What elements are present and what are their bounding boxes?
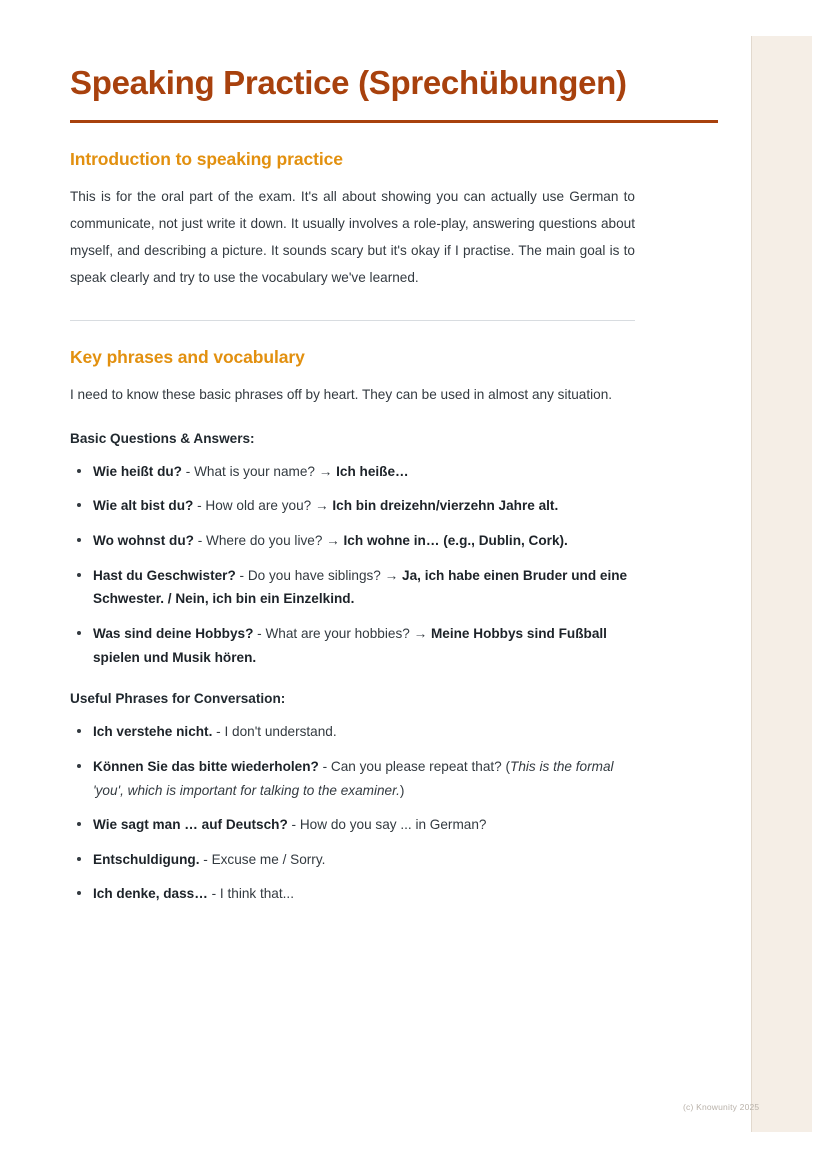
phrase-gloss: - Can you please repeat that? ( bbox=[318, 758, 511, 774]
subheading-useful-phrases: Useful Phrases for Conversation: bbox=[70, 691, 286, 707]
phrase-gloss: - Where do you live? → bbox=[193, 533, 344, 549]
section-heading-introduction: Introduction to speaking practice bbox=[70, 149, 343, 170]
phrase-term: Ich denke, dass… bbox=[93, 886, 208, 902]
basic-questions-list bbox=[70, 460, 635, 669]
useful-phrases-list bbox=[70, 720, 635, 906]
list-item bbox=[70, 755, 635, 802]
copyright-footer: (c) Knowunity 2025 bbox=[683, 1102, 760, 1112]
phrase-term: Wo wohnst du? bbox=[93, 533, 194, 549]
section-divider bbox=[70, 320, 635, 321]
phrase-answer: Meine Hobbys sind Fußball spielen und Musik hören. bbox=[93, 625, 607, 665]
introduction-paragraph: This is for the oral part of the exam. It's all about showing you can actually use German to communicate, not just write it down. It usually involves a role-play, answering questions about myself, and describing a picture. It sounds scary but it's okay if I practise. The main goal is to speak clearly and try to use the vocabulary we've learned. bbox=[70, 189, 635, 285]
phrase-note: This is the formal 'you', which is important for talking to the examiner. bbox=[93, 758, 614, 798]
phrase-term: Wie sagt man … auf Deutsch? bbox=[93, 817, 288, 833]
list-item bbox=[70, 564, 635, 611]
list-item bbox=[70, 882, 635, 906]
document-content bbox=[70, 62, 635, 917]
phrase-gloss: - What are your hobbies? → bbox=[253, 625, 431, 641]
phrase-gloss: - How do you say ... in German? bbox=[287, 817, 487, 833]
list-item bbox=[70, 720, 635, 744]
phrase-term: Wie alt bist du? bbox=[93, 498, 194, 514]
list-item bbox=[70, 494, 635, 518]
list-item bbox=[70, 848, 635, 872]
phrase-gloss: - Do you have siblings? → bbox=[235, 567, 403, 583]
phrase-term: Was sind deine Hobbys? bbox=[93, 625, 254, 641]
phrase-term: Können Sie das bitte wiederholen? bbox=[93, 758, 319, 774]
phrase-answer: Ja, ich habe einen Bruder und eine Schwester. / Nein, ich bin ein Einzelkind. bbox=[93, 567, 628, 607]
phrase-gloss: - Excuse me / Sorry. bbox=[199, 851, 326, 867]
phrase-term: Hast du Geschwister? bbox=[93, 567, 236, 583]
phrase-answer: Ich bin dreizehn/vierzehn Jahre alt. bbox=[332, 498, 559, 514]
page-title: Speaking Practice (Sprechübungen) bbox=[70, 64, 627, 101]
phrase-answer: Ich wohne in… (e.g., Dublin, Cork). bbox=[343, 533, 568, 549]
section-heading-key-phrases: Key phrases and vocabulary bbox=[70, 346, 305, 367]
phrase-gloss: - I think that... bbox=[207, 886, 294, 902]
list-item bbox=[70, 622, 635, 669]
phrase-term: Ich verstehe nicht. bbox=[93, 724, 213, 740]
phrase-answer: Ich heiße… bbox=[336, 463, 409, 479]
phrase-term: Wie heißt du? bbox=[93, 463, 182, 479]
list-item bbox=[70, 460, 635, 484]
phrase-gloss: - How old are you? → bbox=[193, 498, 333, 514]
phrase-gloss: - I don't understand. bbox=[212, 724, 337, 740]
phrase-note-close: ) bbox=[399, 782, 405, 798]
phrase-gloss: - What is your name? → bbox=[181, 463, 337, 479]
page-side-strip bbox=[751, 36, 812, 1132]
phrase-term: Entschuldigung. bbox=[93, 851, 200, 867]
key-phrases-paragraph: I need to know these basic phrases off by heart. They can be used in almost any situation. bbox=[70, 386, 613, 402]
list-item bbox=[70, 813, 635, 837]
list-item bbox=[70, 529, 635, 553]
subheading-basic-questions: Basic Questions & Answers: bbox=[70, 430, 255, 446]
title-divider bbox=[70, 120, 718, 123]
